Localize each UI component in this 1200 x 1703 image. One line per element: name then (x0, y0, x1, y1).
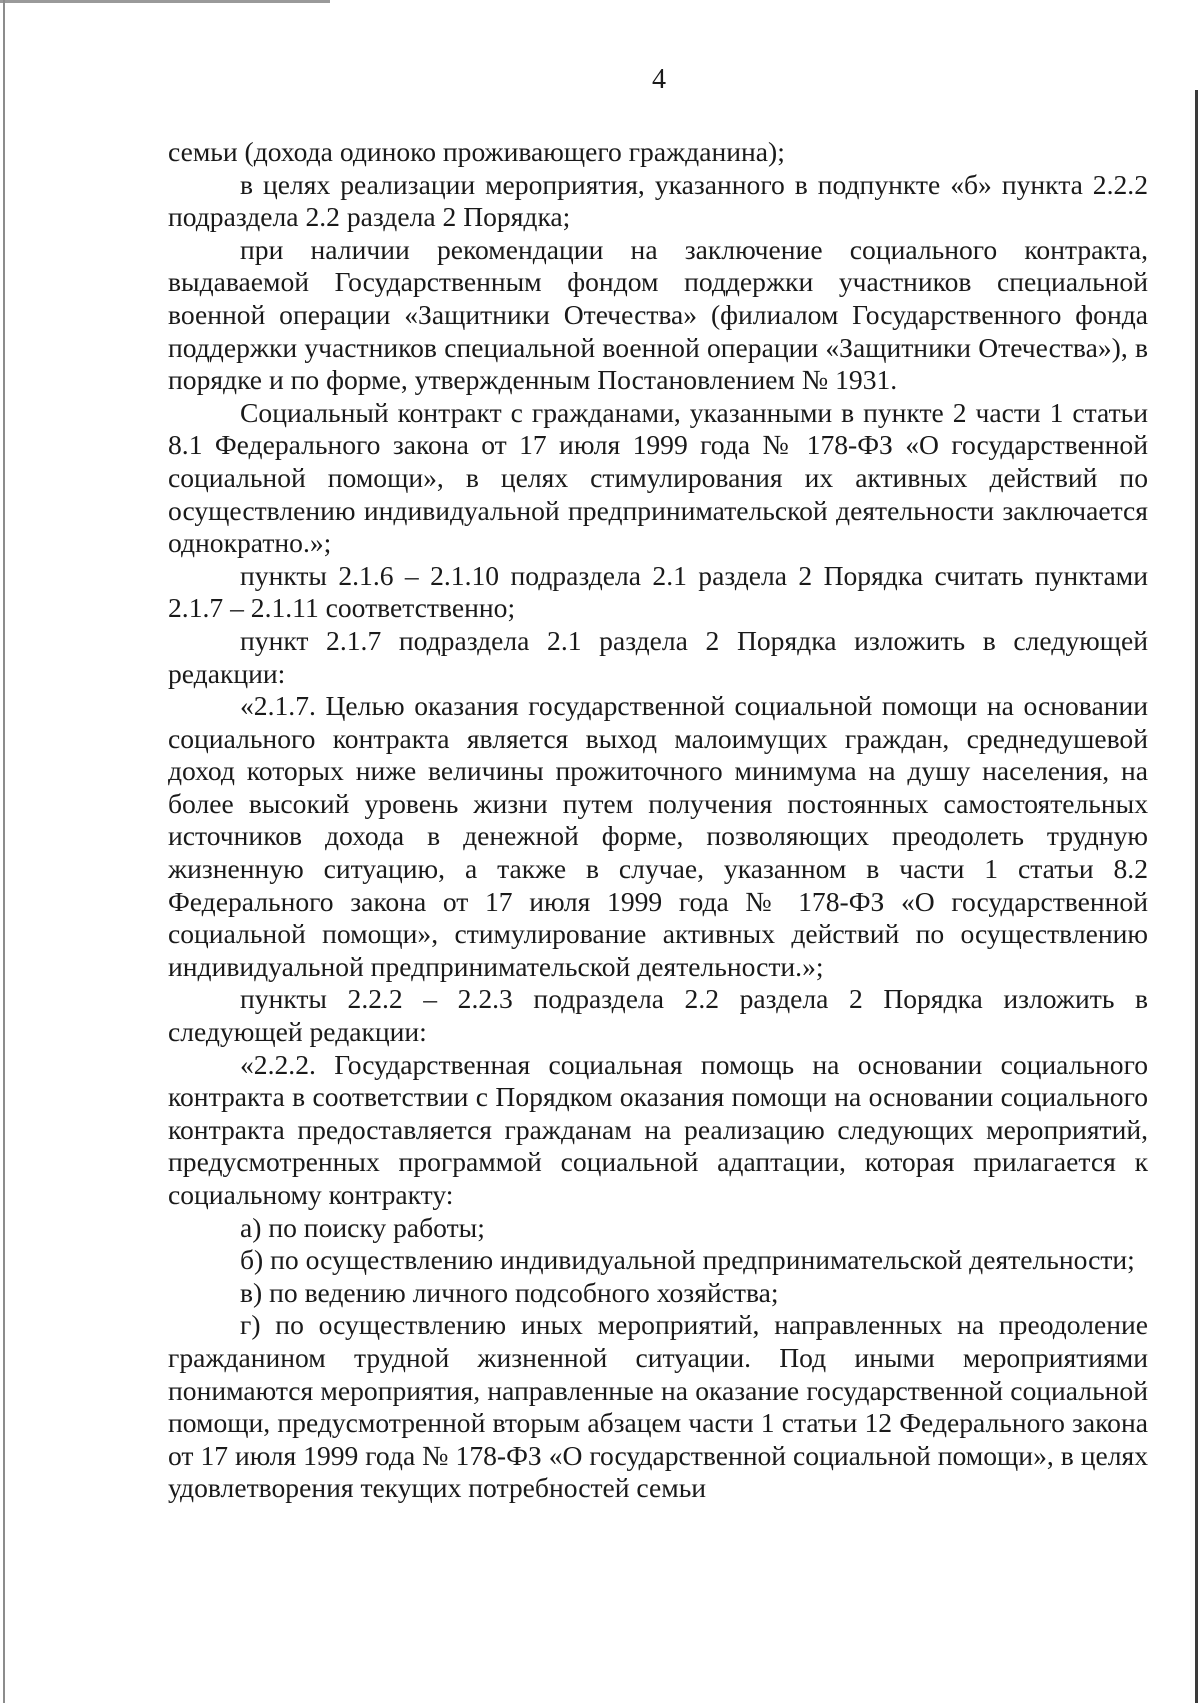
list-item: б) по осуществлению индивидуальной предпринимательской деятельности; (240, 1244, 1135, 1276)
document-body (168, 136, 1148, 1505)
scan-right-edge (1195, 90, 1198, 1703)
paragraph: в целях реализации мероприятия, указанного в подпункте «б» пункта 2.2.2 подраздела 2.2 раздела 2 Порядка; (168, 168, 1148, 233)
paragraph: пункты 2.1.6 – 2.1.10 подраздела 2.1 раздела 2 Порядка считать пунктами 2.1.7 – 2.1.11 соответственно; (168, 559, 1148, 624)
scan-left-edge (3, 0, 5, 1703)
paragraph: «2.1.7. Целью оказания государственной социальной помощи на основании социального контракта является выход малоимущих граждан, среднедушевой доход которых ниже величины прожиточного минимума на душу населения, на более высокий уровень жизни путем получения постоянных самостоятельных источников дохода в денежной форме, позволяющих преодолеть трудную жизненную ситуацию, а также в случае, указанном в части 1 статьи 8.2 Федерального закона от 17 июля 1999 года № 178-ФЗ «О государственной социальной помощи», стимулирование активных действий по осуществлению индивидуальной предпринимательской деятельности.»; (168, 690, 1148, 982)
paragraph: Социальный контракт с гражданами, указанными в пункте 2 части 1 статьи 8.1 Федерального закона от 17 июля 1999 года № 178-ФЗ «О государственной социальной помощи», в целях стимулирования их активных действий по осуществлению индивидуальной предпринимательской деятельности заключается однократно.»; (168, 396, 1148, 559)
paragraph: при наличии рекомендации на заключение социального контракта, выдаваемой Государственным фондом поддержки участников специальной военной операции «Защитники Отечества» (филиалом Государственного фонда поддержки участников специальной военной операции «Защитники Отечества»), в порядке и по форме, утвержденным Постановлением № 1931. (168, 233, 1148, 396)
page-number: 4 (652, 64, 666, 95)
paragraph: «2.2.2. Государственная социальная помощь на основании социального контракта в соответствии с Порядком оказания помощи на основании социального контракта предоставляется гражданам на реализацию следующих мероприятий, предусмотренных программой социальной адаптации, которая прилагается к социальному контракту: (168, 1048, 1148, 1210)
paragraph: пункт 2.1.7 подраздела 2.1 раздела 2 Порядка изложить в следующей редакции: (168, 624, 1148, 689)
list-item: в) по ведению личного подсобного хозяйства; (240, 1276, 779, 1308)
paragraph: пункты 2.2.2 – 2.2.3 подраздела 2.2 раздела 2 Порядка изложить в следующей редакции: (168, 983, 1148, 1048)
list-item: а) по поиску работы; (240, 1211, 485, 1243)
list-item: г) по осуществлению иных мероприятий, направленных на преодоление гражданином трудной жизненной ситуации. Под иными мероприятиями понимаются мероприятия, направленные на оказание государственной социальной помощи, предусмотренной вторым абзацем части 1 статьи 12 Федерального закона от 17 июля 1999 года № 178-ФЗ «О государственной социальной помощи», в целях удовлетворения текущих потребностей семьи (168, 1309, 1148, 1504)
scan-top-edge (0, 0, 330, 3)
paragraph: семьи (дохода одиноко проживающего гражданина); (168, 136, 785, 167)
